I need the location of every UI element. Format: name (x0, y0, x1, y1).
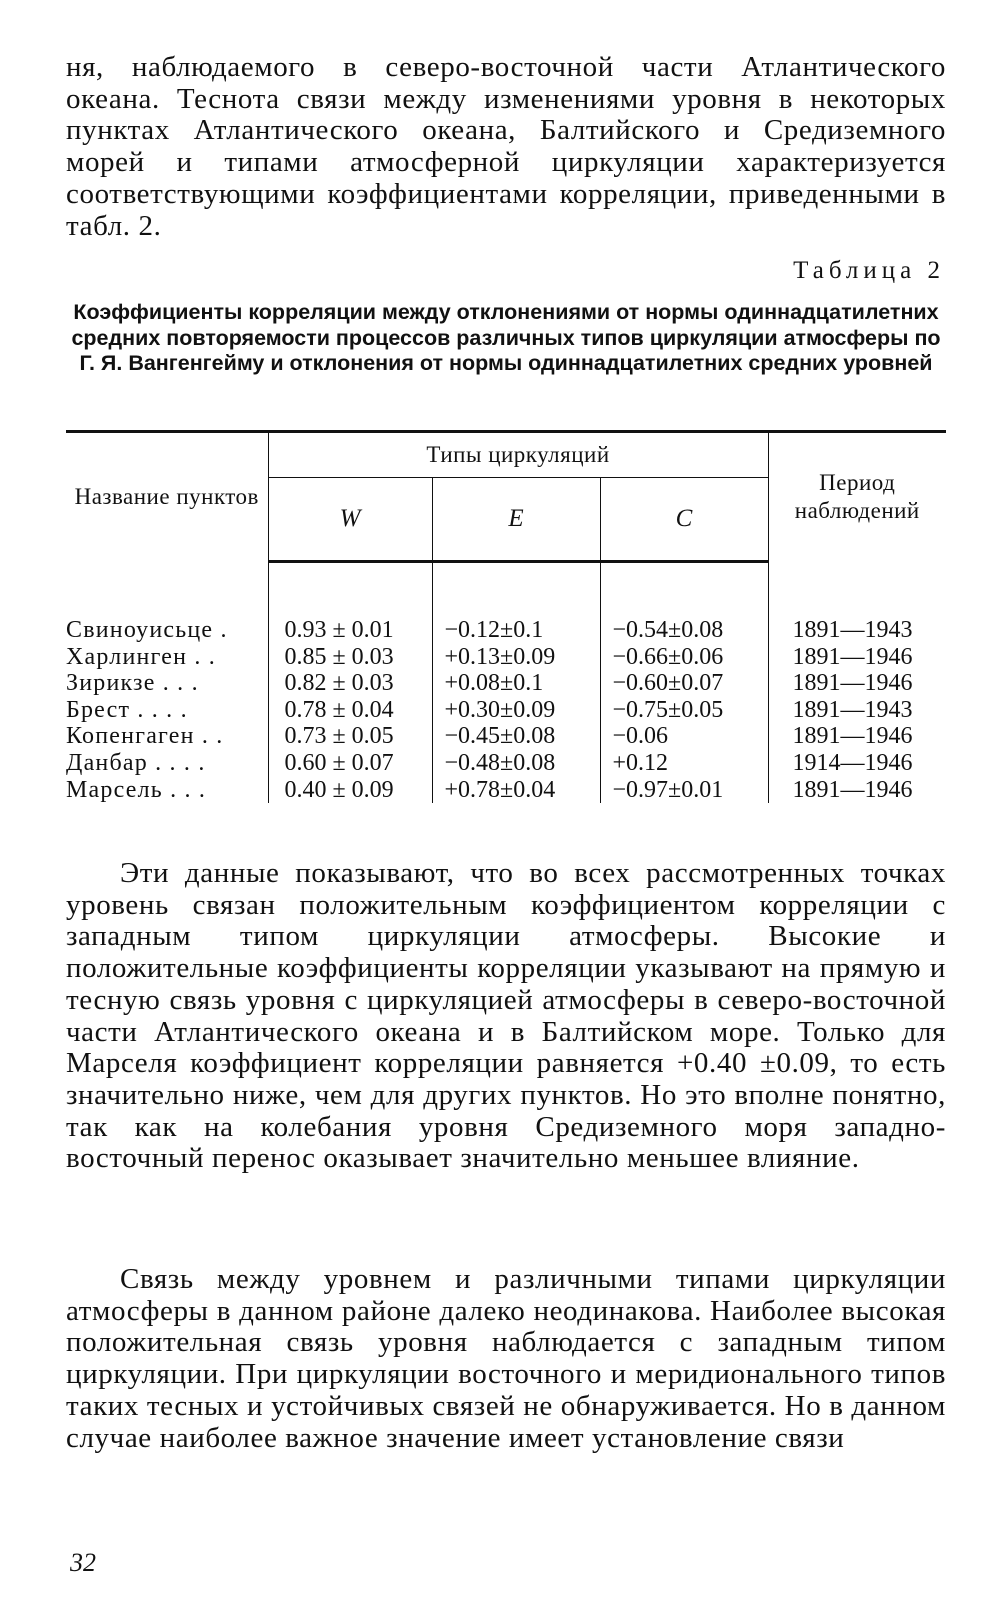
coef-w: 0.93 ± 0.01 (268, 617, 432, 644)
coef-e: +0.08±0.1 (432, 670, 600, 697)
intro-paragraph (66, 52, 946, 242)
station-name: Данбар . . . . (66, 749, 206, 776)
table-row (66, 777, 946, 804)
coef-c: −0.06 (600, 723, 768, 750)
station-name: Марсель . . . (66, 776, 207, 803)
table-caption: Коэффициенты корреляции между отклонениями от нормы одиннадцатилетних средних повторяемости процессов различных типов циркуляции атмосферы по Г. Я. Вангенгейму и отклонения от нормы одиннадцатилетних средних уровней (71, 300, 941, 375)
header-type-w: W (268, 478, 432, 562)
period: 1891—1946 (768, 644, 946, 671)
period: 1891—1946 (768, 777, 946, 804)
coef-c: −0.75±0.05 (600, 697, 768, 724)
station-name: Брест . . . . (66, 696, 188, 723)
intro-text: ня, наблюдаемого в северо-восточной части Атлантического океана. Теснота связи между изменениями уровня в некоторых пунктах Атлантического океана, Балтийского и Средиземного морей и типами атмосферной циркуляции характеризуется соответствующими коэффициентами корреляции, приведенными в табл. 2. (66, 51, 946, 242)
station-name: Свиноуисьце . (66, 617, 228, 643)
coef-w: 0.82 ± 0.03 (268, 670, 432, 697)
period: 1891—1943 (768, 617, 946, 644)
coef-c: +0.12 (600, 750, 768, 777)
period: 1891—1946 (768, 723, 946, 750)
coef-c: −0.54±0.08 (600, 617, 768, 644)
period: 1891—1946 (768, 670, 946, 697)
station-name: Харлинген . . (66, 643, 216, 670)
coef-c: −0.66±0.06 (600, 644, 768, 671)
coef-e: −0.45±0.08 (432, 723, 600, 750)
table-spacer-row (66, 562, 946, 618)
paragraph-2-text: Эти данные показывают, что во всех рассмотренных точках уровень связан положительным коэффициентом корреляции с западным типом циркуляции атмосферы. Высокие и положительные коэффициенты корреляции указывают на прямую и тесную связь уровня с циркуляцией атмосферы в северо-восточной части Атлантического океана и в Балтийском море. Только для Марселя коэффициент корреляции равняется +0.40 ±0.09, то есть значительно ниже, чем для других пунктов. Но это вполне понятно, так как на колебания уровня Средиземного моря западно-восточный перенос оказывает значительно меньшее влияние. (66, 857, 946, 1175)
coef-w: 0.78 ± 0.04 (268, 697, 432, 724)
coef-e: +0.78±0.04 (432, 777, 600, 804)
coef-e: −0.48±0.08 (432, 750, 600, 777)
coef-e: +0.30±0.09 (432, 697, 600, 724)
page-number: 32 (70, 1548, 96, 1577)
period: 1914—1946 (768, 750, 946, 777)
coef-w: 0.40 ± 0.09 (268, 777, 432, 804)
body-paragraph-2 (66, 858, 946, 1175)
paragraph-3-text: Связь между уровнем и различными типами циркуляции атмосферы в данном районе далеко неодинакова. Наиболее высокая положительная связь уровня наблюдается с западным типом циркуляции. При циркуляции восточного и меридионального типов таких тесных и устойчивых связей не обнаруживается. Но в данном случае наиболее важное значение имеет установление связи (66, 1263, 946, 1454)
table-label: Таблица 2 (793, 257, 945, 284)
coef-c: −0.60±0.07 (600, 670, 768, 697)
station-name: Копенгаген . . (66, 723, 224, 750)
coef-e: −0.12±0.1 (432, 617, 600, 644)
coef-e: +0.13±0.09 (432, 644, 600, 671)
header-station-name: Название пунктов (66, 432, 268, 562)
coef-w: 0.85 ± 0.03 (268, 644, 432, 671)
table-row (66, 617, 946, 644)
station-name: Зирикзе . . . (66, 670, 199, 697)
coef-w: 0.60 ± 0.07 (268, 750, 432, 777)
table-row (66, 750, 946, 777)
period: 1891—1943 (768, 697, 946, 724)
header-observation-period: Период наблюдений (768, 432, 946, 562)
header-type-e: E (432, 478, 600, 562)
table-row (66, 723, 946, 750)
table-row (66, 697, 946, 724)
coef-w: 0.73 ± 0.05 (268, 723, 432, 750)
header-type-c: C (600, 478, 768, 562)
coef-c: −0.97±0.01 (600, 777, 768, 804)
correlation-table (66, 430, 946, 803)
body-paragraph-3 (66, 1264, 946, 1454)
table-row (66, 644, 946, 671)
header-circulation-types: Типы циркуляций (268, 432, 768, 478)
table-row (66, 670, 946, 697)
